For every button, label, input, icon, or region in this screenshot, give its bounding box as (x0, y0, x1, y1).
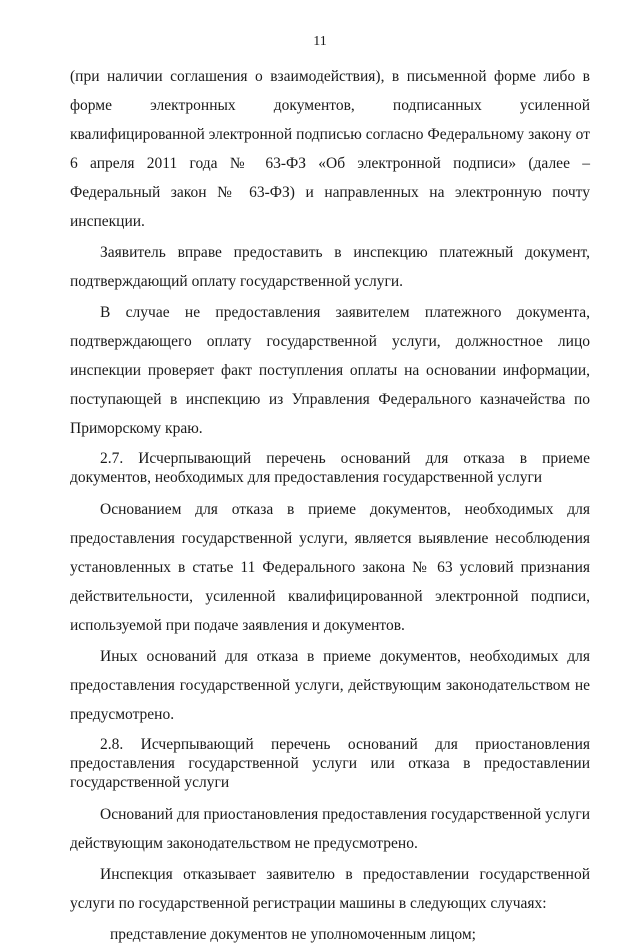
document-body (70, 62, 590, 949)
section-heading-2-8: 2.8. Исчерпывающий перечень оснований для приостановления предоставления государственной услуги или отказа в предоставлении государственной услуги (70, 736, 590, 791)
page-number: 11 (313, 34, 327, 49)
list-item-unauthorized-person: представление документов не уполномоченным лицом; (110, 926, 476, 943)
paragraph-refusal-cases: Инспекция отказывает заявителю в предоставлении государственной услуги по государственной регистрации машины в следующих случаях: (70, 866, 590, 912)
paragraph-agreement-forms: (при наличии соглашения о взаимодействия), в письменной форме либо в форме электронных документов, подписанных усиленной квалифицированной электронной подписью согласно Федеральному закону от 6 апреля 2011 года № 63-ФЗ «Об электронной подписи» (далее – Федеральный закон № 63-ФЗ) и направленных на электронную почту инспекции. (70, 68, 590, 230)
section-heading-2-7: 2.7. Исчерпывающий перечень оснований для отказа в приеме документов, необходимых для предоставления государственной услуги (70, 450, 590, 486)
paragraph-no-other-grounds: Иных оснований для отказа в приеме документов, необходимых для предоставления государственной услуги, действующим законодательством не предусмотрено. (70, 648, 590, 723)
paragraph-no-suspension-grounds: Оснований для приостановления предоставления государственной услуги действующим законодательством не предусмотрено. (70, 806, 590, 852)
paragraph-payment-document: Заявитель вправе предоставить в инспекцию платежный документ, подтверждающий оплату государственной услуги. (70, 244, 590, 290)
paragraph-payment-verification: В случае не предоставления заявителем платежного документа, подтверждающего оплату государственной услуги, должностное лицо инспекции проверяет факт поступления оплаты на основании информации, поступающей в инспекцию из Управления Федерального казначейства по Приморскому краю. (70, 304, 590, 437)
paragraph-refusal-grounds: Основанием для отказа в приеме документов, необходимых для предоставления государственной услуги, является выявление несоблюдения установленных в статье 11 Федерального закона № 63 условий признания действительности, усиленной квалифицированной электронной подписи, используемой при подаче заявления и документов. (70, 501, 590, 634)
